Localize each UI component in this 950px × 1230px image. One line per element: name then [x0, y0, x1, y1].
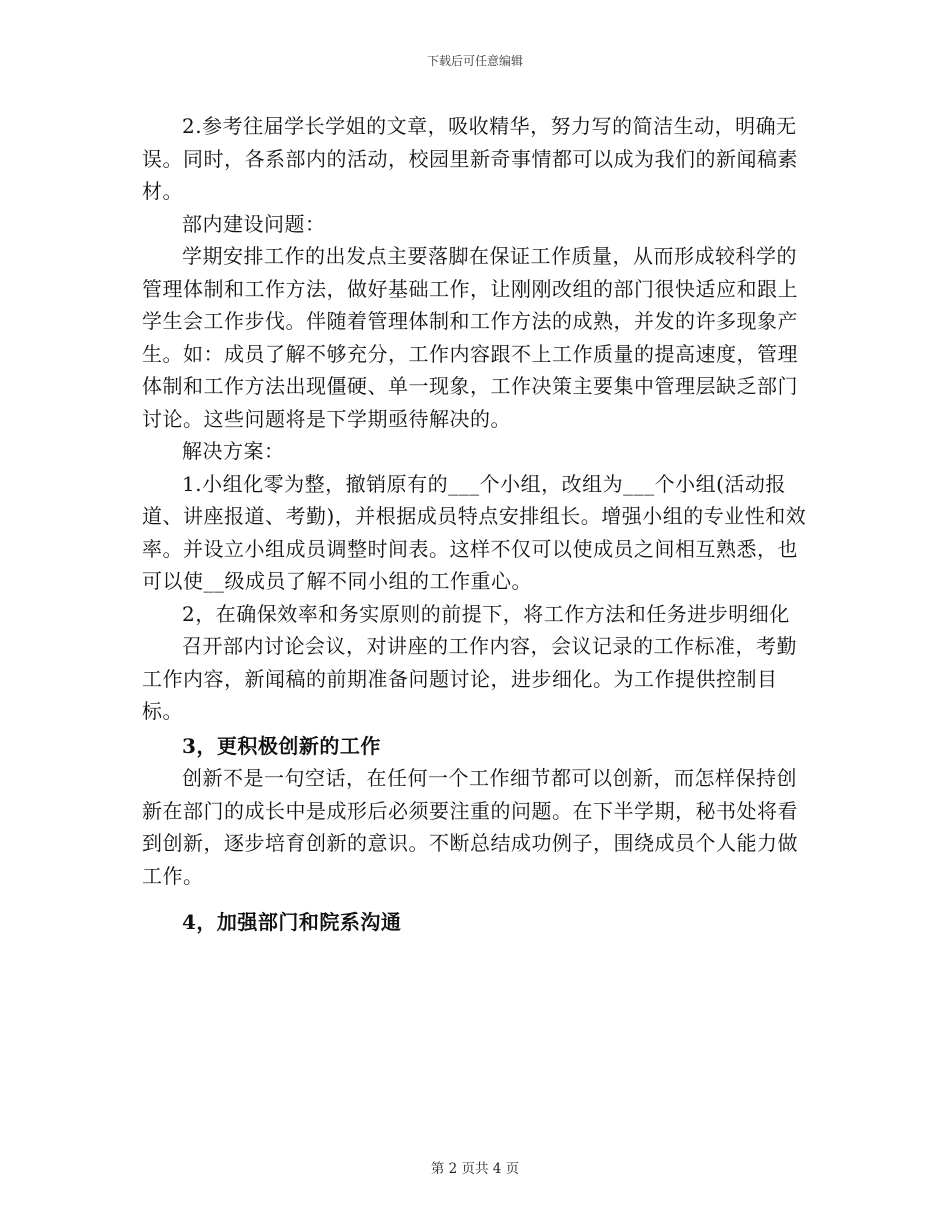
paragraph: 创新不是一句空话，在任何一个工作细节都可以创新，而怎样保持创新在部门的成长中是成形后必须要注重的问题。在下半学期，秘书处将看到创新，逐步培育创新的意识。不断总结成功例子，围绕成员个人能力做工作。	[142, 766, 798, 888]
paragraph: 学期安排工作的出发点主要落脚在保证工作质量，从而形成较科学的管理体制和工作方法，做好基础工作，让刚刚改组的部门很快适应和跟上学生会工作步伐。伴随着管理体制和工作方法的成熟，并发的许多现象产生。如：成员了解不够充分，工作内容跟不上工作质量的提高速度，管理体制和工作方法出现僵硬、单一现象，工作决策主要集中管理层缺乏部门讨论。这些问题将是下学期亟待解决的。	[142, 244, 798, 431]
paragraph: 2.参考往届学长学姐的文章，吸收精华，努力写的简洁生动，明确无误。同时，各系部内的活动，校园里新奇事情都可以成为我们的新闻稿素材。	[142, 114, 798, 203]
page-header: 下载后可任意编辑	[426, 54, 523, 68]
section-heading: 4，加强部门和院系沟通	[182, 910, 402, 934]
page-footer: 第 2 页共 4 页	[430, 1161, 520, 1177]
paragraph: 部内建设问题：	[182, 211, 326, 236]
section-heading: 3，更积极创新的工作	[182, 733, 381, 758]
paragraph: 解决方案：	[182, 439, 285, 463]
document-body	[142, 110, 808, 939]
paragraph: 1.小组化零为整，撤销原有的___个小组，改组为___个小组(活动报道、讲座报道、考勤)，并根据成员特点安排组长。增强小组的专业性和效率。并设立小组成员调整时间表。这样不仅可以使成员之间相互熟悉，也可以使__级成员了解不同小组的工作重心。	[142, 471, 807, 593]
paragraph: 2，在确保效率和务实原则的前提下，将工作方法和任务进步明细化	[182, 601, 790, 626]
paragraph: 召开部内讨论会议，对讲座的工作内容，会议记录的工作标准，考勤工作内容，新闻稿的前期准备问题讨论，进步细化。为工作提供控制目标。	[142, 634, 797, 723]
